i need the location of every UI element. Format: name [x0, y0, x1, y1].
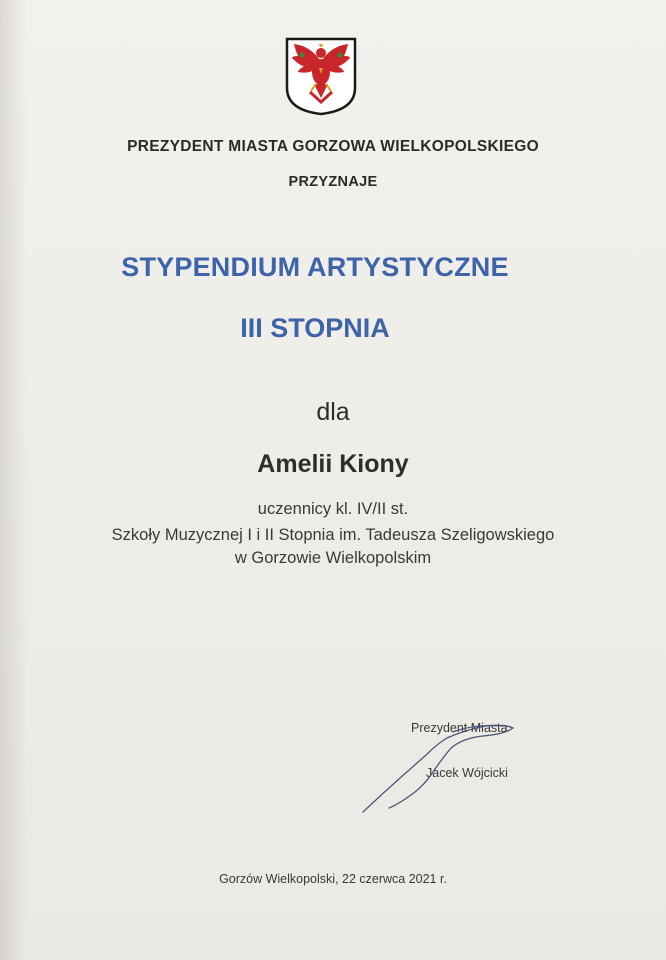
description-line3: w Gorzowie Wielkopolskim [234, 549, 432, 567]
signatory-role: Prezydent Miasta [411, 721, 508, 735]
coat-of-arms-eagle-icon [284, 36, 358, 116]
signatory-name: Jacek Wójcicki [426, 766, 508, 780]
issuer-heading: PREZYDENT MIASTA GORZOWA WIELKOPOLSKIEGO [127, 138, 539, 155]
for-word: dla [316, 398, 350, 426]
award-title-line2: III STOPNIA [240, 313, 390, 343]
handwritten-signature [355, 712, 525, 822]
place-and-date: Gorzów Wielkopolski, 22 czerwca 2021 r. [219, 872, 447, 886]
recipient-name: Amelii Kiony [257, 450, 409, 478]
award-title-line1: STYPENDIUM ARTYSTYCZNE [121, 252, 509, 282]
grants-text: PRZYZNAJE [288, 174, 378, 190]
description-line2: Szkoły Muzycznej I i II Stopnia im. Tadeusza Szeligowskiego [111, 526, 555, 544]
description-line1: uczennicy kl. IV/II st. [257, 500, 409, 518]
